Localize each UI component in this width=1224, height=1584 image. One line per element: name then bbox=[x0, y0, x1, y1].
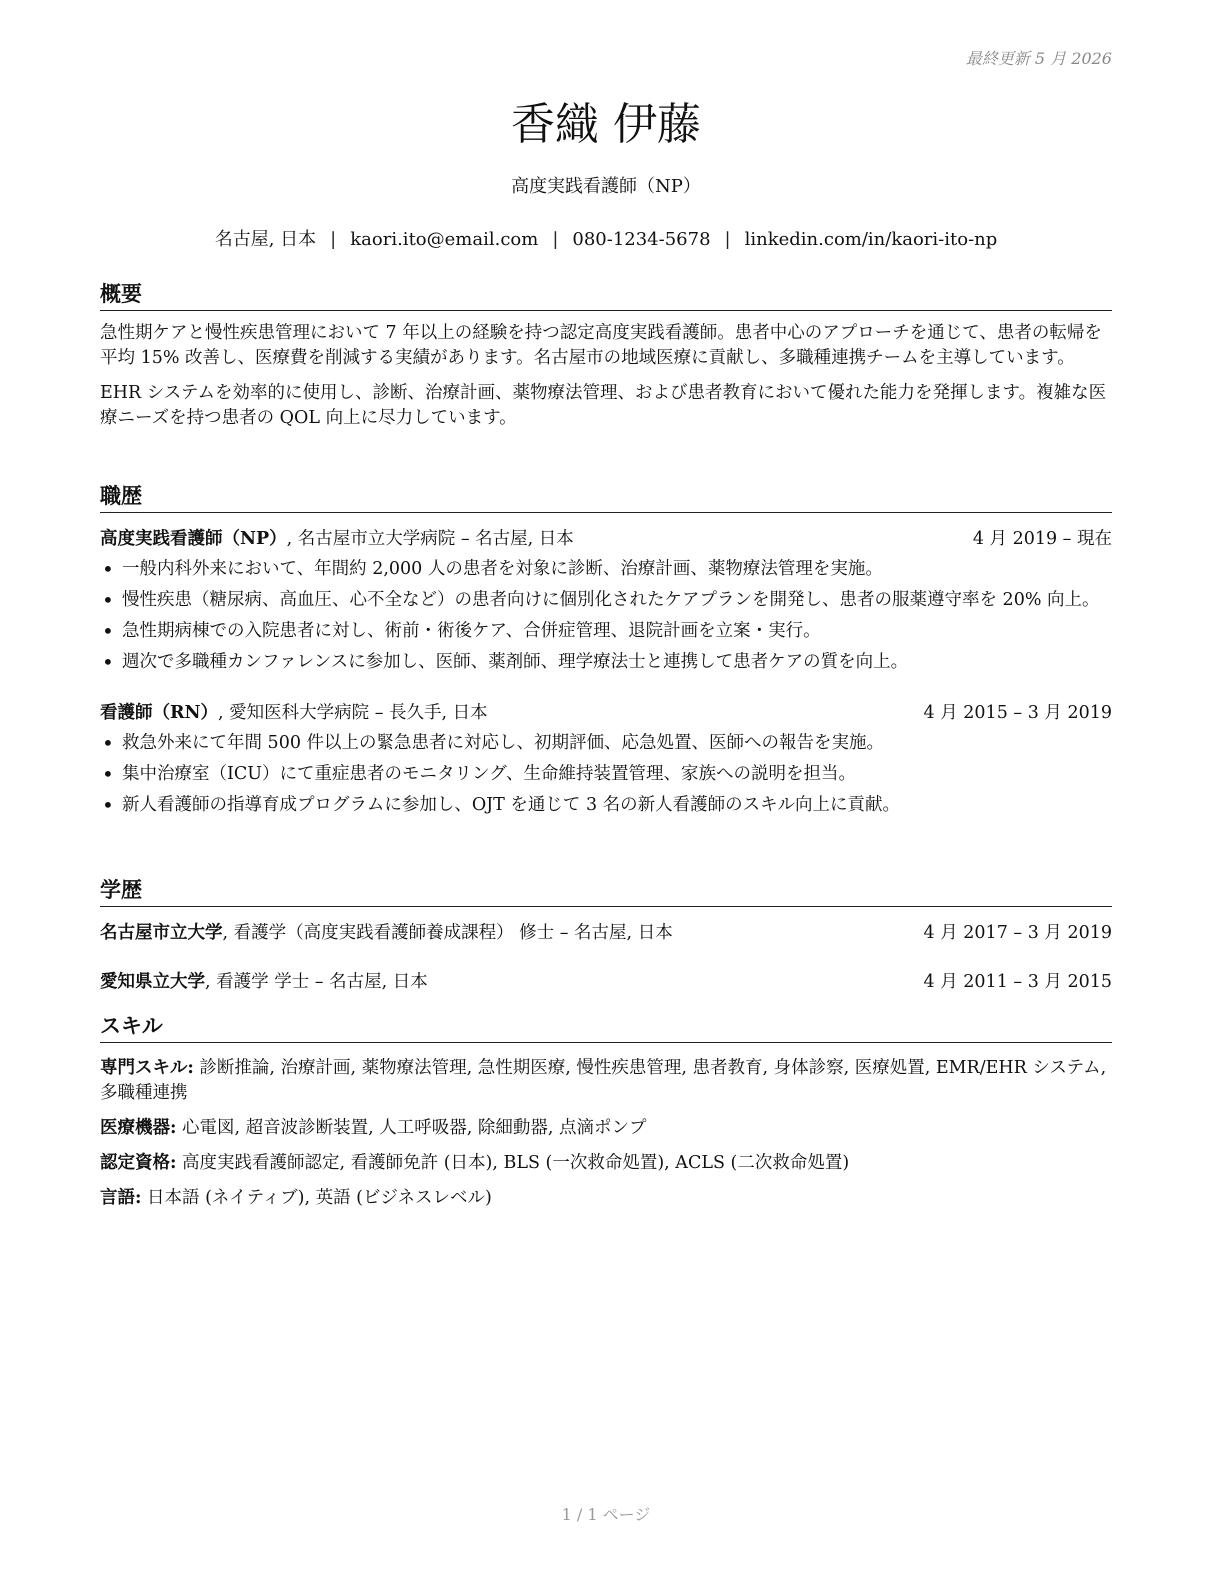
job-bullet: • 新人看護師の指導育成プログラムに参加し、OJT を通じて 3 名の新人看護師のスキル向上に貢献。 bbox=[100, 793, 1112, 818]
skill-value: 心電図, 超音波診断装置, 人工呼吸器, 除細動器, 点滴ポンプ bbox=[176, 1118, 647, 1138]
summary-paragraph: 急性期ケアと慢性疾患管理において 7 年以上の経験を持つ認定高度実践看護師。患者中心のアプローチを通じて、患者の転帰を平均 15% 改善し、医療費を削減する実績があります。名古屋市の地域医療に貢献し、多職種連携チームを主導しています。 bbox=[100, 323, 1102, 368]
job-header bbox=[100, 701, 1112, 726]
job-bullet: • 救急外来にて年間 500 件以上の緊急患者に対応し、初期評価、応急処置、医師への報告を実施。 bbox=[100, 731, 1112, 756]
skill-line bbox=[100, 1186, 1112, 1211]
skill-value: 診断推論, 治療計画, 薬物療法管理, 急性期医療, 慢性疾患管理, 患者教育, 身体診察, 医療処置, EMR/EHR システム, 多職種連携 bbox=[100, 1058, 1107, 1103]
job-bullets bbox=[100, 731, 1112, 818]
last-updated: 最終更新 5 月 2026 bbox=[965, 49, 1112, 68]
summary-section bbox=[100, 278, 1112, 431]
education-heading: 学歴 bbox=[100, 874, 1112, 907]
summary-heading: 概要 bbox=[100, 278, 1112, 311]
job-header bbox=[100, 527, 1112, 552]
contact-email[interactable]: kaori.ito@email.com bbox=[350, 229, 539, 250]
job-bullets bbox=[100, 557, 1112, 675]
contact-separator: | bbox=[724, 229, 731, 250]
skill-line bbox=[100, 1116, 1112, 1141]
education-school: 名古屋市立大学 bbox=[100, 923, 223, 943]
job-org: , 愛知医科大学病院 – 長久手, 日本 bbox=[218, 703, 488, 723]
education-school: 愛知県立大学 bbox=[100, 972, 205, 992]
job-org: , 名古屋市立大学病院 – 名古屋, 日本 bbox=[286, 529, 574, 549]
job-bullet: • 一般内科外来において、年間約 2,000 人の患者を対象に診断、治療計画、薬物療法管理を実施。 bbox=[100, 557, 1112, 582]
job-role: 看護師（RN） bbox=[100, 703, 219, 723]
education-entry bbox=[100, 970, 1112, 995]
skill-label: 認定資格: bbox=[100, 1153, 177, 1173]
contact-location: 名古屋, 日本 bbox=[214, 229, 317, 250]
skill-label: 言語: bbox=[100, 1188, 142, 1208]
job-entry bbox=[100, 701, 1112, 818]
skill-value: 日本語 (ネイティブ), 英語 (ビジネスレベル) bbox=[141, 1188, 492, 1208]
skills-heading: スキル bbox=[100, 1010, 1112, 1043]
summary-paragraph: EHR システムを効率的に使用し、診断、治療計画、薬物療法管理、および患者教育において優れた能力を発揮します。複雑な医療ニーズを持つ患者の QOL 向上に尽力しています。 bbox=[100, 383, 1107, 428]
education-entry bbox=[100, 921, 1112, 946]
education-section bbox=[100, 874, 1112, 995]
skill-label: 専門スキル: bbox=[100, 1058, 194, 1078]
contact-line bbox=[100, 225, 1112, 251]
resume-page bbox=[100, 0, 1112, 1584]
skills-section bbox=[100, 1010, 1112, 1211]
page-number: 1 / 1 ページ bbox=[561, 1505, 651, 1524]
skill-label: 医療機器: bbox=[100, 1118, 177, 1138]
job-bullet: • 集中治療室（ICU）にて重症患者のモニタリング、生命維持装置管理、家族への説明を担当。 bbox=[100, 762, 1112, 787]
job-role: 高度実践看護師（NP） bbox=[100, 529, 287, 549]
contact-separator: | bbox=[552, 229, 559, 250]
contact-separator: | bbox=[330, 229, 337, 250]
education-dates: 4 月 2017 – 3 月 2019 bbox=[923, 923, 1112, 943]
skill-line bbox=[100, 1056, 1112, 1106]
job-bullet: • 週次で多職種カンファレンスに参加し、医師、薬剤師、理学療法士と連携して患者ケアの質を向上。 bbox=[100, 650, 1112, 675]
experience-section bbox=[100, 480, 1112, 818]
skill-value: 高度実践看護師認定, 看護師免許 (日本), BLS (一次救命処置), ACLS (二次救命処置) bbox=[176, 1153, 850, 1173]
experience-heading: 職歴 bbox=[100, 480, 1112, 513]
job-dates: 4 月 2019 – 現在 bbox=[972, 529, 1112, 549]
education-detail: , 看護学 学士 – 名古屋, 日本 bbox=[205, 972, 428, 992]
job-entry bbox=[100, 527, 1112, 675]
job-dates: 4 月 2015 – 3 月 2019 bbox=[923, 703, 1112, 723]
education-detail: , 看護学（高度実践看護師養成課程） 修士 – 名古屋, 日本 bbox=[222, 923, 673, 943]
education-dates: 4 月 2011 – 3 月 2015 bbox=[923, 972, 1112, 992]
skill-line bbox=[100, 1151, 1112, 1176]
job-bullet: • 慢性疾患（糖尿病、高血圧、心不全など）の患者向けに個別化されたケアプランを開発し、患者の服薬遵守率を 20% 向上。 bbox=[100, 588, 1112, 613]
job-bullet: • 急性期病棟での入院患者に対し、術前・術後ケア、合併症管理、退院計画を立案・実行。 bbox=[100, 619, 1112, 644]
job-title: 高度実践看護師（NP） bbox=[511, 176, 701, 197]
contact-linkedin[interactable]: linkedin.com/in/kaori-ito-np bbox=[744, 229, 998, 250]
candidate-name: 香織 伊藤 bbox=[511, 99, 701, 150]
contact-phone[interactable]: 080-1234-5678 bbox=[572, 229, 711, 250]
